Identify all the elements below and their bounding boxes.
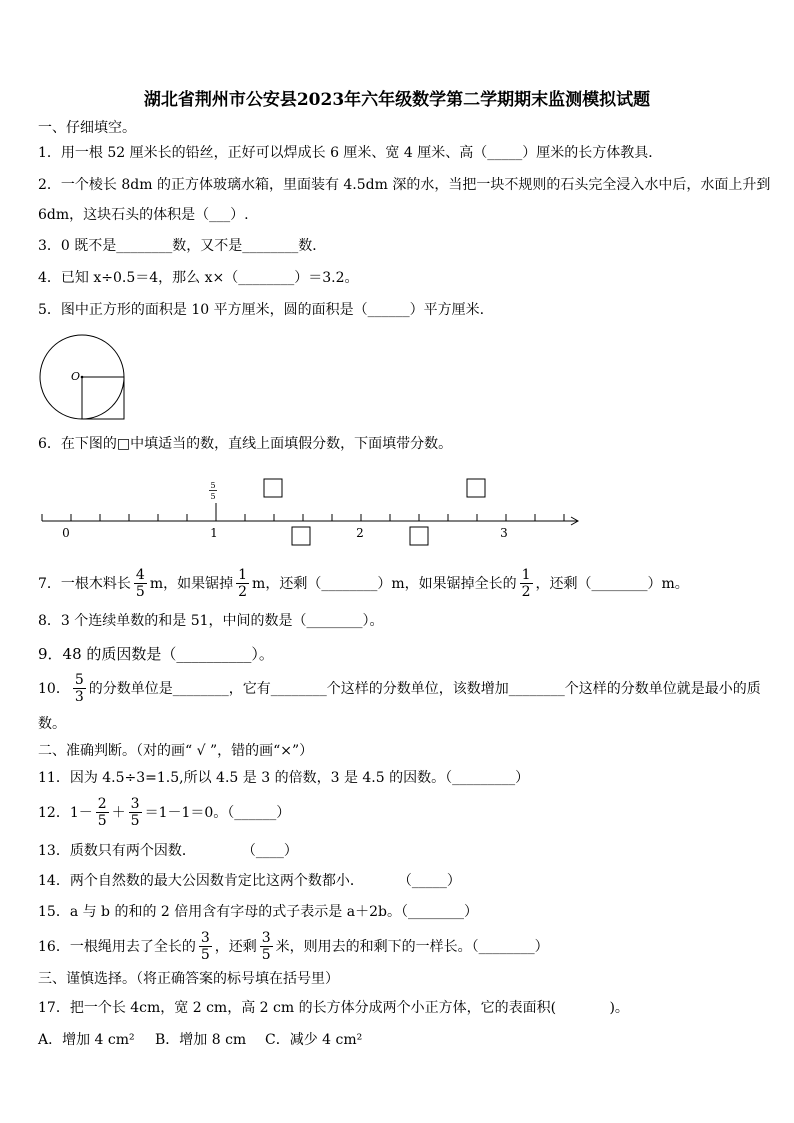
- fraction-numerator: 5: [210, 481, 216, 490]
- numerator: 2: [97, 795, 107, 812]
- numerator: 5: [74, 671, 84, 688]
- denominator: 2: [238, 583, 248, 600]
- question-16: [38, 928, 549, 964]
- question-3: 3．0 既不是________数，又不是________数．: [38, 238, 327, 254]
- question-13: [38, 841, 298, 861]
- q7-text-1: 7．一根木料长: [38, 576, 131, 592]
- fraction: [96, 796, 109, 829]
- question-4: 4．已知 x÷0.5＝4，那么 x×（________）＝3.2。: [38, 270, 359, 286]
- fraction: [236, 567, 249, 600]
- numerator: 3: [200, 929, 210, 946]
- question-5: 5．图中正方形的面积是 10 平方厘米，圆的面积是（______）平方厘米.: [38, 302, 485, 318]
- q16-text-1: 16．一根绳用去了全长的: [38, 939, 196, 955]
- ticks: [42, 503, 564, 521]
- q14-text: 14．两个自然数的最大公因数肯定比这两个数都小．: [38, 873, 364, 889]
- q7-text-3: m，还剩（________）m，如果锯掉全长的: [252, 576, 517, 592]
- q7-text-2: m，如果锯掉: [149, 576, 234, 592]
- question-8: 8．3 个连续单数的和是 51，中间的数是（________）。: [38, 613, 384, 629]
- center-label: O: [71, 370, 81, 383]
- q10-number: 10．: [38, 681, 70, 697]
- question-10-line-1: [38, 670, 761, 706]
- fraction: [73, 672, 86, 705]
- denominator: 2: [521, 583, 531, 600]
- q10-text: 的分数单位是________，它有________个这样的分数单位，该数增加________个这样的分数单位就是最小的质: [88, 681, 761, 697]
- question-17-options: [38, 1030, 362, 1050]
- option-b: B．增加 8 cm: [155, 1032, 247, 1048]
- numerator: 4: [135, 566, 145, 583]
- q16-text-3: 米，则用去的和剩下的一样长。（________）: [275, 939, 549, 955]
- label-2: 2: [356, 526, 364, 540]
- denominator: 5: [97, 812, 107, 829]
- q12-text-1: 12．1－: [38, 805, 93, 821]
- question-12: [38, 794, 290, 830]
- fraction: [260, 930, 273, 963]
- center-point: [81, 376, 84, 379]
- question-7: [38, 565, 689, 601]
- q13-answer-blank: （____）: [241, 843, 298, 859]
- section-heading-fill-in: 一、仔细填空。: [38, 120, 136, 136]
- answer-box-below-1: [292, 527, 310, 545]
- fraction-denominator: 5: [210, 492, 216, 501]
- fraction: [134, 567, 147, 600]
- label-0: 0: [62, 526, 70, 540]
- numerator: 3: [130, 795, 140, 812]
- question-10-line-2: 数。: [38, 716, 66, 732]
- q12-text-2: ＋: [111, 805, 126, 821]
- question-14: [38, 871, 461, 891]
- denominator: 5: [261, 946, 271, 963]
- denominator: 5: [130, 812, 140, 829]
- fraction: [129, 796, 142, 829]
- question-11: 11．因为 4.5÷3=1.5,所以 4.5 是 3 的倍数，3 是 4.5 的因数。（_________）: [38, 770, 530, 786]
- answer-box-above-1: [264, 479, 282, 497]
- question-15: 15．a 与 b 的和的 2 倍用含有字母的式子表示是 a＋2b。（________）: [38, 904, 478, 920]
- option-c: C．减少 4 cm²: [265, 1032, 363, 1048]
- square: [82, 377, 124, 419]
- numerator: 1: [238, 566, 248, 583]
- label-1: 1: [210, 526, 218, 540]
- fraction: [520, 567, 533, 600]
- question-9: 9．48 的质因数是（__________）。: [38, 645, 274, 663]
- section-heading-multiple-choice: 三、谨慎选择。（将正确答案的标号填在括号里）: [38, 971, 339, 987]
- answer-box-above-2: [467, 479, 485, 497]
- question-6: 6．在下图的□中填适当的数，直线上面填假分数，下面填带分数。: [38, 436, 453, 452]
- denominator: 3: [74, 688, 84, 705]
- q16-text-2: ，还剩: [214, 939, 257, 955]
- circle-square-figure: [35, 330, 130, 425]
- q7-text-4: ，还剩（________）m。: [535, 576, 689, 592]
- q14-answer-blank: （_____）: [397, 873, 461, 889]
- q13-text: 13．质数只有两个因数．: [38, 843, 196, 859]
- fraction: [199, 930, 212, 963]
- page-title: 湖北省荆州市公安县2023年六年级数学第二学期期末监测模拟试题: [143, 90, 651, 110]
- q12-text-3: ＝1－1＝0。（______）: [144, 805, 291, 821]
- numerator: 1: [521, 566, 531, 583]
- number-line: [30, 470, 590, 550]
- denominator: 5: [135, 583, 145, 600]
- question-2-line-1: 2．一个棱长 8dm 的正方体玻璃水箱，里面装有 4.5dm 深的水，当把一块不规则的石头完全浸入水中后，水面上升到: [38, 177, 771, 193]
- option-a: A．增加 4 cm²: [38, 1032, 135, 1048]
- question-2-line-2: 6dm，这块石头的体积是（___）.: [38, 207, 249, 223]
- answer-box-below-2: [410, 527, 428, 545]
- label-3: 3: [500, 526, 508, 540]
- section-heading-true-false: 二、准确判断。（对的画“ √ ”，错的画“×”）: [38, 743, 314, 759]
- question-17: 17．把一个长 4cm，宽 2 cm，高 2 cm 的长方体分成两个小正方体，它的表面积( )。: [38, 1000, 629, 1016]
- denominator: 5: [200, 946, 210, 963]
- numerator: 3: [261, 929, 271, 946]
- question-1: 1．用一根 52 厘米长的铅丝，正好可以焊成长 6 厘米、宽 4 厘米、高（_____）厘米的长方体教具．: [38, 145, 663, 161]
